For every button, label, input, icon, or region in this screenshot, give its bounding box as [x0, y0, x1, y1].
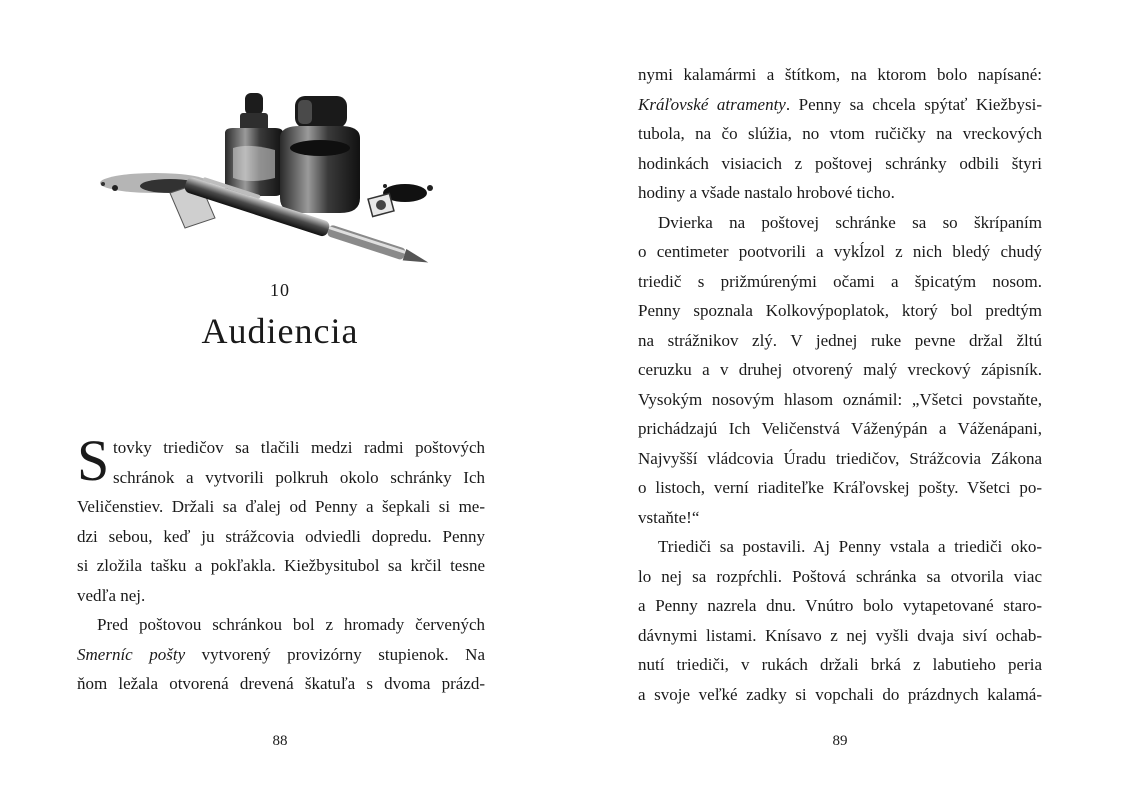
text-line: Veličenstiev. Držali sa ďalej od Penny a šepkali si me- [77, 497, 485, 516]
text-line: hodinkách visiacich z poštovej schránky odbili štyri [638, 153, 1042, 173]
right-page [560, 0, 1121, 800]
text-line: tubola, na čo slúžia, no vtom ručičky na vreckových [638, 124, 1042, 143]
text-line: a svoje veľké zadky si vopchali do prázdnych kalamá- [638, 684, 1042, 704]
text-line: triedič s prižmúrenými očami a špicatým nosom. [638, 271, 1042, 291]
page-number: 88 [272, 733, 288, 749]
text-line: schránok a vytvorili polkruh okolo schránky Ich [113, 467, 485, 487]
text-line: lo nej sa rozpŕchli. Poštová schránka sa otvorila viac [638, 566, 1042, 586]
text-line: vedľa nej. [77, 585, 146, 605]
paragraph-continued [638, 60, 1042, 208]
text-line: prichádzajú Ich Veličenstvá Váženýpán a Váženápani, [638, 419, 1042, 438]
text-line: Triediči sa postavili. Aj Penny vstala a triediči oko- [658, 537, 1042, 556]
italic-text: Smerníc pošty [77, 644, 186, 664]
text-line: nymi kalamármi a štítkom, na ktorom bolo napísané: [638, 65, 1042, 84]
ink-bottles-and-pen-illustration [85, 88, 455, 263]
chapter-title: Audiencia [201, 311, 359, 351]
left-body-text [77, 428, 486, 699]
text-line: Vysokým nosovým hlasom oznámil: „Všetci povstaňte, [638, 389, 1042, 409]
text-line: si zložila tašku a pokľakla. Kiežbysitubol sa krčil tesne [77, 556, 485, 575]
text-line: o listoch, verní riaditeľke Kráľovskej pošty. Všetci po- [638, 478, 1042, 497]
paragraph-2 [638, 208, 1042, 533]
text-line: o centimeter pootvorili a vykĺzol z nich bledý chudý [638, 242, 1042, 261]
text-line: ňom ležala otvorená drevená škatuľa s dvoma prázd- [77, 674, 485, 693]
text-line: Penny spoznala Kolkovýpoplatok, ktorý bol predtým [638, 301, 1042, 320]
paragraph-3 [638, 532, 1042, 709]
text-line: vstaňte!“ [638, 507, 700, 527]
text-line: dávnymi listami. Knísavo z nej vyšli dvaja siví ochab- [638, 625, 1042, 645]
text-line: dzi sebou, keď ju strážcovia odviedli dopredu. Penny [77, 526, 485, 546]
italic-text: Kráľovské atramenty [638, 94, 786, 114]
text-line: ceruzku a v druhej otvorený malý vreckový zápisník. [638, 360, 1042, 379]
page-number: 89 [832, 733, 848, 749]
text-line: hodiny a všade nastalo hrobové ticho. [638, 183, 895, 202]
text-line: a Penny nazrela dnu. Vnútro bolo vytapetované staro- [638, 596, 1042, 615]
drop-cap: S [77, 428, 110, 493]
text-line: Najvyšší vládcovia Úradu triedičov, Strážcovia Zákona [638, 448, 1042, 468]
text-line: na strážnikov zlý. V jednej ruke pevne držal žltú [638, 330, 1042, 350]
text-line: Pred poštovou schránkou bol z hromady červených [97, 615, 485, 634]
paragraph-2 [77, 610, 485, 699]
chapter-number: 10 [270, 280, 290, 300]
text-span: . Penny sa chcela spýtať Kiežbysi- [785, 94, 1042, 114]
text-line: nutí triediči, v rukách držali brká z labutieho peria [638, 655, 1042, 674]
text-line: Dvierka na poštovej schránke sa so škrípaním [658, 212, 1042, 232]
text-span: vytvorený provizórny stupienok. Na [185, 644, 486, 664]
paragraph-1 [77, 428, 485, 610]
text-line [638, 90, 1042, 120]
text-line: tovky triedičov sa tlačili medzi radmi poštových [113, 438, 485, 457]
text-line [77, 640, 485, 670]
right-body-text [638, 60, 1042, 709]
left-page [0, 0, 560, 800]
